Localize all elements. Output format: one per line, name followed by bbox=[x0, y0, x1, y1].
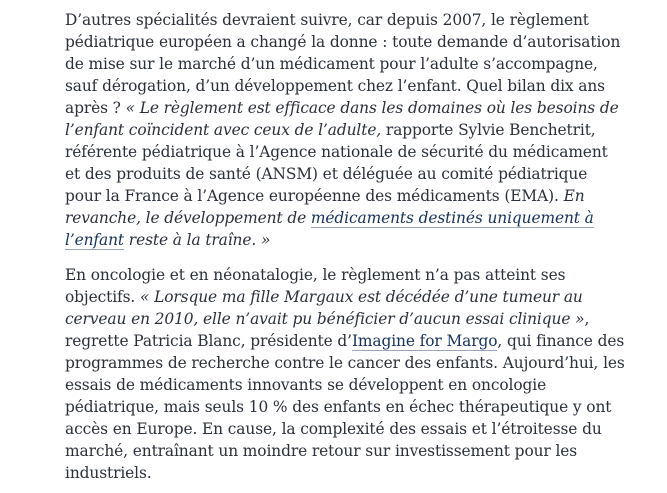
quote-benchetrit-part-1: « Le règlement est efficace dans les domaines où les besoins de l’enfant coïncident avec ceux de l’adulte, bbox=[65, 99, 619, 139]
paragraph-text: , qui finance des programmes de recherche contre le cancer des enfants. Aujourd’hui, les essais de médicaments innovants se développent en oncologie pédiatrique, mais seuls 10 % des enfants en échec thérapeutique y ont accès en Europe. En cause, la complexité des essais et l’étroitesse du marché, entraînant un moindre retour sur investissement pour les industriels. bbox=[65, 332, 625, 482]
paragraph-text: En oncologie et en néonatalogie, le règlement n’a pas atteint ses objectifs. bbox=[65, 266, 566, 306]
quote-benchetrit-part-3: reste à la traîne. » bbox=[124, 231, 271, 249]
link-imagine-for-margo[interactable]: Imagine for Margo bbox=[351, 332, 498, 350]
paragraph-text: D’autres spécialités devraient suivre, car depuis 2007, le règlement pédiatrique européen a changé la donne : toute demande d’autorisation de mise sur le marché d’un médicament pour l’adulte s’accompagne, sauf dérogation, d’un développement chez l’enfant. Quel bilan dix ans après ? bbox=[65, 11, 621, 117]
link-child-only-medicines[interactable]: médicaments destinés uniquement à l’enfant bbox=[65, 209, 594, 249]
quote-benchetrit-part-2: En revanche, le développement de bbox=[65, 187, 585, 227]
paragraph-pediatric-regulation bbox=[65, 9, 625, 251]
article-body bbox=[65, 9, 625, 484]
paragraph-oncology bbox=[65, 264, 625, 484]
paragraph-text: rapporte Sylvie Benchetrit, référente pédiatrique à l’Agence nationale de sécurité du médicament et des produits de santé (ANSM) et déléguée au comité pédiatrique pour la France à l’Agence européenne des médicaments (EMA). bbox=[65, 121, 608, 205]
paragraph-text: , regrette Patricia Blanc, présidente d’ bbox=[65, 310, 590, 350]
quote-blanc: « Lorsque ma fille Margaux est décédée d’une tumeur au cerveau en 2010, elle n’avait pu bénéficier d’aucun essai clinique » bbox=[65, 288, 585, 328]
